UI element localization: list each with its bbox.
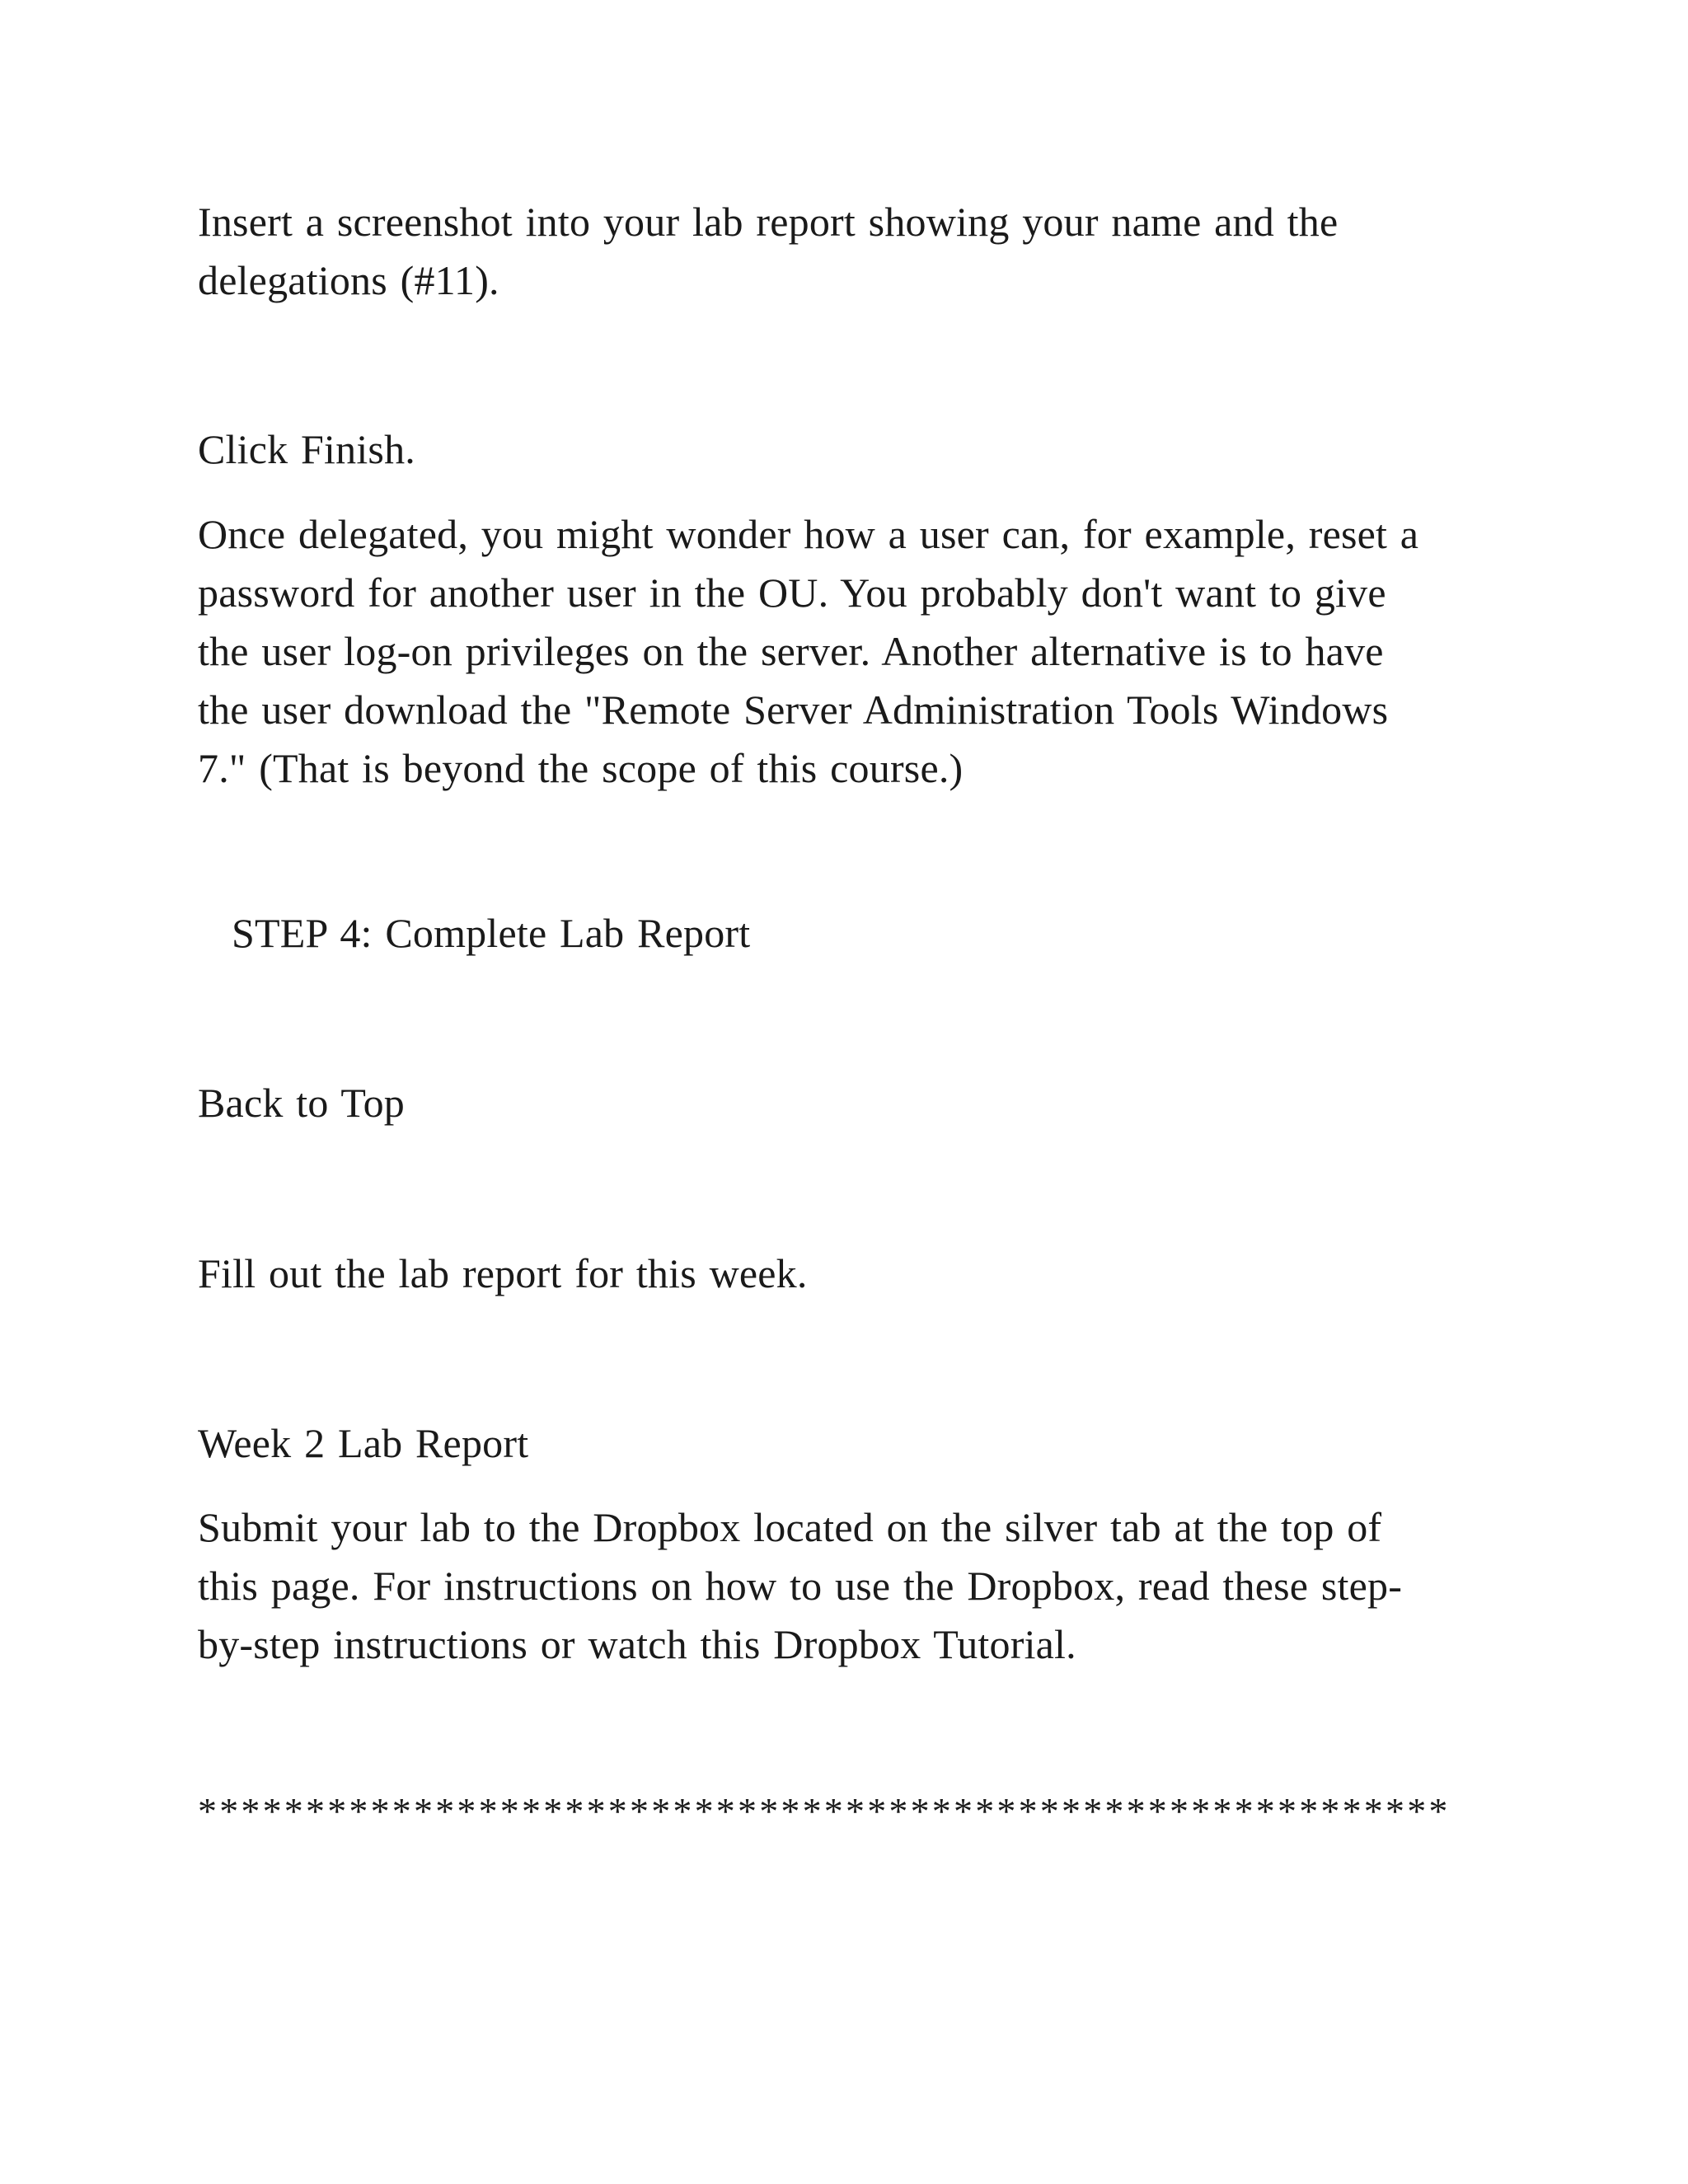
text-line: password for another user in the OU. You probably don't want to give xyxy=(198,569,1386,616)
asterisk-separator: ********************************************************** xyxy=(198,1790,1451,1832)
text-line: delegations (#11). xyxy=(198,257,499,303)
text-line: Insert a screenshot into your lab report showing your name and the xyxy=(198,199,1339,245)
text-line: Submit your lab to the Dropbox located on the silver tab at the top of xyxy=(198,1504,1382,1550)
week-2-lab-report-link[interactable]: Week 2 Lab Report xyxy=(198,1420,529,1466)
fill-out-text: Fill out the lab report for this week. xyxy=(198,1250,808,1296)
click-finish-text: Click Finish. xyxy=(198,426,415,472)
text-line: 7." (That is beyond the scope of this course.) xyxy=(198,745,964,791)
paragraph-insert-screenshot xyxy=(198,193,1484,310)
text-line: the user download the "Remote Server Administration Tools Windows xyxy=(198,687,1389,733)
paragraph-once-delegated xyxy=(198,505,1484,798)
text-line: the user log-on privileges on the server. Another alternative is to have xyxy=(198,628,1384,674)
paragraph-submit-lab xyxy=(198,1498,1484,1674)
text-line: this page. For instructions on how to use the Dropbox, read these step- xyxy=(198,1563,1403,1609)
back-to-top-link[interactable]: Back to Top xyxy=(198,1080,405,1126)
text-line: Once delegated, you might wonder how a user can, for example, reset a xyxy=(198,511,1419,557)
step-4-heading: STEP 4: Complete Lab Report xyxy=(232,910,751,956)
text-line: by-step instructions or watch this Dropbox Tutorial. xyxy=(198,1621,1076,1667)
